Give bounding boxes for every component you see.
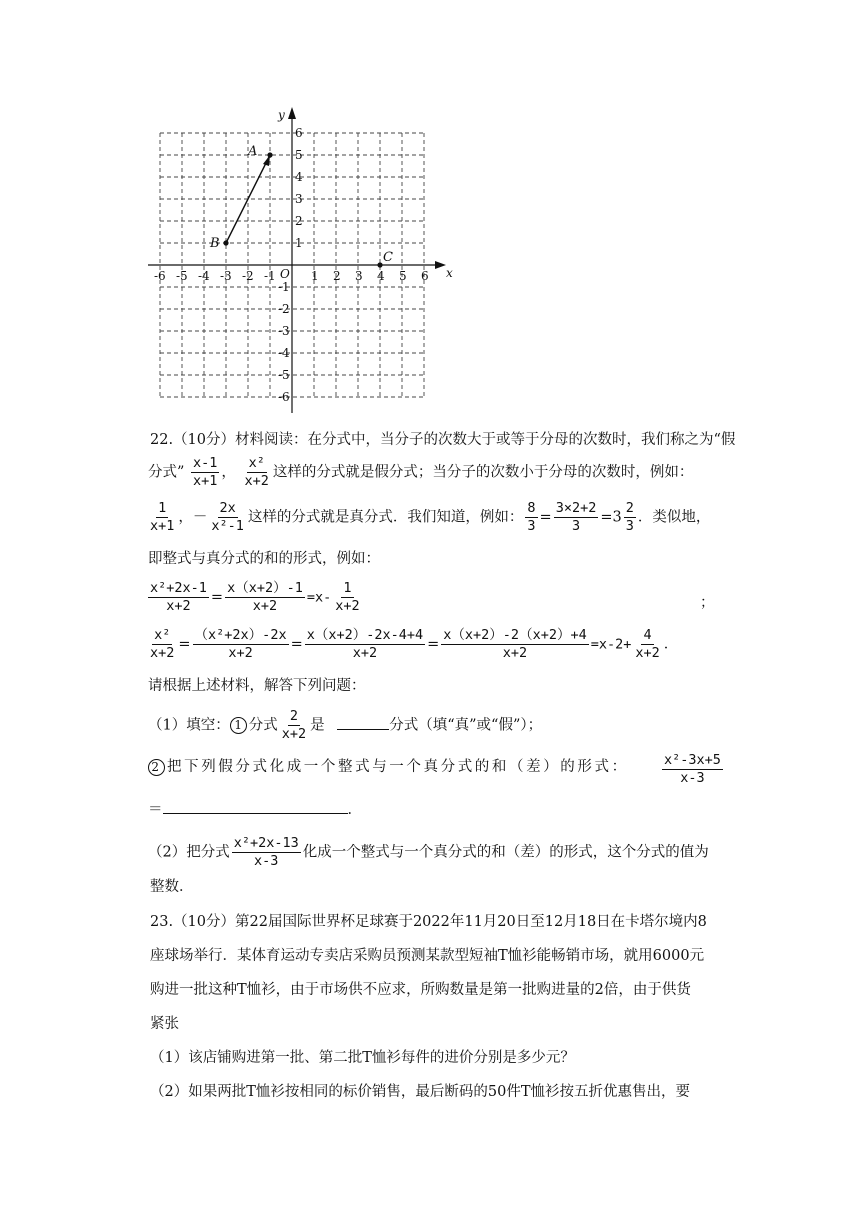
fraction — [243, 455, 271, 490]
numerator: 2 — [289, 708, 298, 724]
q22-example2 — [146, 627, 678, 662]
fraction — [662, 752, 723, 787]
y-tick-label: 6 — [295, 126, 303, 140]
denominator: x+1 — [150, 518, 175, 534]
q23-line4: 紧张 — [150, 1016, 179, 1032]
x-tick-label: 2 — [333, 269, 341, 283]
y-tick-label: -4 — [278, 346, 290, 360]
q22-line1: 22.（10分）材料阅读：在分式中，当分子的次数大于或等于分母的次数时，我们称之为“假 — [150, 432, 736, 448]
text: （2）把分式 — [148, 844, 230, 861]
q22-line3 — [146, 500, 710, 535]
fraction — [225, 580, 305, 615]
answer-blank[interactable] — [163, 813, 348, 814]
x-tick-label: -4 — [198, 269, 210, 283]
text: 这样的分式就是假分式；当分子的次数小于分母的次数时，例如： — [272, 464, 694, 481]
denominator: x+1 — [193, 473, 218, 489]
denominator: x+2 — [352, 645, 378, 661]
point-label: C — [383, 250, 393, 265]
y-tick-label: -6 — [278, 390, 290, 404]
x-tick-label: -3 — [220, 269, 232, 283]
text: － — [192, 509, 208, 526]
text: ． — [347, 802, 362, 818]
numerator: 2 — [625, 500, 634, 516]
denominator: x+2 — [252, 598, 278, 614]
text: 化成一个整式与一个真分式的和（差）的形式，这个分式的值为 — [302, 844, 709, 861]
origin-label: O — [280, 267, 290, 281]
denominator: x-3 — [680, 770, 705, 786]
text: = — [539, 509, 552, 526]
q23-line1: 23.（10分）第22届国际世界杯足球赛于2022年11月20日至12月18日在卡塔尔境内8 — [150, 914, 707, 930]
text: ， — [178, 509, 193, 526]
fraction — [525, 500, 537, 535]
text: = — [178, 636, 191, 653]
x-tick-label: 6 — [421, 269, 429, 283]
text: 分式 — [248, 717, 278, 734]
text: 这样的分式就是真分式．我们知道，例如： — [247, 509, 524, 526]
x-axis-label: x — [446, 266, 453, 280]
y-tick-label: -2 — [278, 302, 290, 316]
q23-line3: 购进一批这种T恤衫，由于市场供不应求，所购数量是第一批购进量的2倍，由于供货 — [150, 982, 691, 998]
fraction — [280, 708, 308, 743]
fraction — [305, 627, 425, 662]
denominator: x+2 — [228, 645, 253, 661]
numerator: x² — [248, 455, 265, 471]
denominator: x+2 — [166, 598, 191, 614]
q22-part1-1 — [148, 708, 542, 743]
q23-line6: （2）如果两批T恤衫按相同的标价销售，最后断码的50件T恤衫按五折优惠售出，要 — [150, 1084, 691, 1100]
text: ， — [221, 464, 236, 481]
circled-number: 1 — [230, 717, 247, 734]
q22-example1-end: ； — [700, 595, 715, 611]
denominator: x+2 — [281, 726, 307, 742]
text: ．类似地， — [637, 509, 711, 526]
x-tick-label: 1 — [311, 269, 319, 283]
y-axis-label: y — [278, 108, 285, 122]
text: 是 — [310, 717, 325, 734]
x-tick-label: -5 — [176, 269, 188, 283]
q22-part2-end: 整数． — [150, 879, 194, 895]
fraction — [191, 455, 219, 490]
text: = — [290, 636, 303, 653]
denominator: 3 — [625, 518, 634, 534]
q22-example1 — [146, 580, 364, 615]
text: =x-2+ — [590, 636, 632, 653]
coordinate-grid — [140, 105, 460, 420]
q22-part1-2-fraction — [660, 752, 725, 787]
y-axis-arrow — [288, 107, 296, 119]
denominator: x-3 — [254, 853, 279, 869]
numerator: 4 — [643, 627, 652, 643]
denominator: x+2 — [635, 645, 660, 661]
x-tick-label: 5 — [399, 269, 407, 283]
numerator: x（x+2）-2（x+2）+4 — [443, 627, 587, 643]
q22-line2 — [148, 455, 693, 490]
q23-line5: （1）该店铺购进第一批、第二批T恤衫每件的进价分别是多少元？ — [150, 1050, 575, 1066]
denominator: x+2 — [150, 645, 175, 661]
numerator: x²-3x+5 — [664, 752, 721, 768]
y-tick-label: 1 — [295, 236, 303, 250]
numerator: x（x+2）-1 — [227, 580, 303, 596]
fraction — [148, 580, 209, 615]
q22-part2 — [148, 835, 709, 870]
circled-number: 2 — [148, 759, 165, 776]
text: = — [427, 636, 440, 653]
numerator: 1 — [158, 500, 167, 516]
text: =3 — [600, 509, 622, 526]
fraction — [148, 500, 176, 535]
point-a — [267, 152, 272, 157]
numerator: 3×2+2 — [555, 500, 597, 516]
text: 分式” — [148, 464, 185, 481]
fraction — [554, 500, 599, 535]
numerator: x²+2x-13 — [233, 835, 299, 851]
q22-part1-2-answer — [148, 800, 362, 820]
numerator: （x²+2x）-2x — [194, 627, 287, 643]
x-tick-label: 4 — [377, 269, 385, 283]
y-tick-label: -5 — [278, 368, 290, 382]
q22-part1-2 — [148, 757, 629, 777]
numerator: x² — [154, 627, 171, 643]
denominator: 3 — [571, 518, 581, 534]
y-tick-label: -1 — [278, 280, 290, 294]
fraction — [209, 500, 246, 535]
denominator: x+2 — [502, 645, 528, 661]
text: = — [210, 589, 224, 606]
denominator: 3 — [527, 518, 536, 534]
text: ． — [663, 636, 679, 653]
q22-line7: 请根据上述材料，解答下列问题： — [148, 678, 366, 694]
text: （1）填空： — [148, 717, 230, 734]
text: 分式（填“真”或“假”）； — [389, 717, 543, 734]
fraction — [633, 627, 661, 662]
text: =x- — [306, 589, 332, 606]
y-tick-label: 4 — [295, 170, 303, 184]
fraction — [232, 835, 301, 870]
x-tick-label: -6 — [154, 269, 166, 283]
y-tick-label: 2 — [295, 214, 303, 228]
fraction — [624, 500, 636, 535]
answer-blank[interactable] — [337, 729, 389, 730]
numerator: x-1 — [193, 455, 218, 471]
y-tick-label: -3 — [278, 324, 290, 338]
numerator: 8 — [527, 500, 536, 516]
fraction — [193, 627, 289, 662]
fraction — [148, 627, 176, 662]
denominator: x+2 — [244, 473, 269, 489]
point-c — [377, 262, 382, 267]
point-label: B — [210, 236, 220, 251]
x-tick-label: -2 — [242, 269, 254, 283]
fraction — [441, 627, 588, 662]
text: 把下列假分式化成一个整式与一个真分式的和（差）的形式： — [167, 759, 629, 775]
denominator: x²-1 — [211, 518, 244, 534]
text: ＝ — [148, 802, 163, 818]
point-b — [223, 240, 228, 245]
numerator: 1 — [343, 580, 352, 596]
x-tick-label: -1 — [264, 269, 276, 283]
numerator: x²+2x-1 — [150, 580, 207, 596]
y-tick-label: 5 — [295, 148, 303, 162]
fraction — [333, 580, 361, 615]
numerator: x（x+2）-2x-4+4 — [306, 627, 424, 643]
x-axis-arrow — [435, 261, 446, 269]
q23-line2: 座球场举行．某体育运动专卖店采购员预测某款型短袖T恤衫能畅销市场，就用6000元 — [150, 948, 705, 964]
numerator: 2x — [219, 500, 236, 516]
y-tick-label: 3 — [295, 192, 303, 206]
q22-line4: 即整式与真分式的和的形式，例如： — [148, 551, 380, 567]
denominator: x+2 — [335, 598, 360, 614]
x-tick-label: 3 — [355, 269, 363, 283]
point-label: A — [248, 144, 258, 159]
